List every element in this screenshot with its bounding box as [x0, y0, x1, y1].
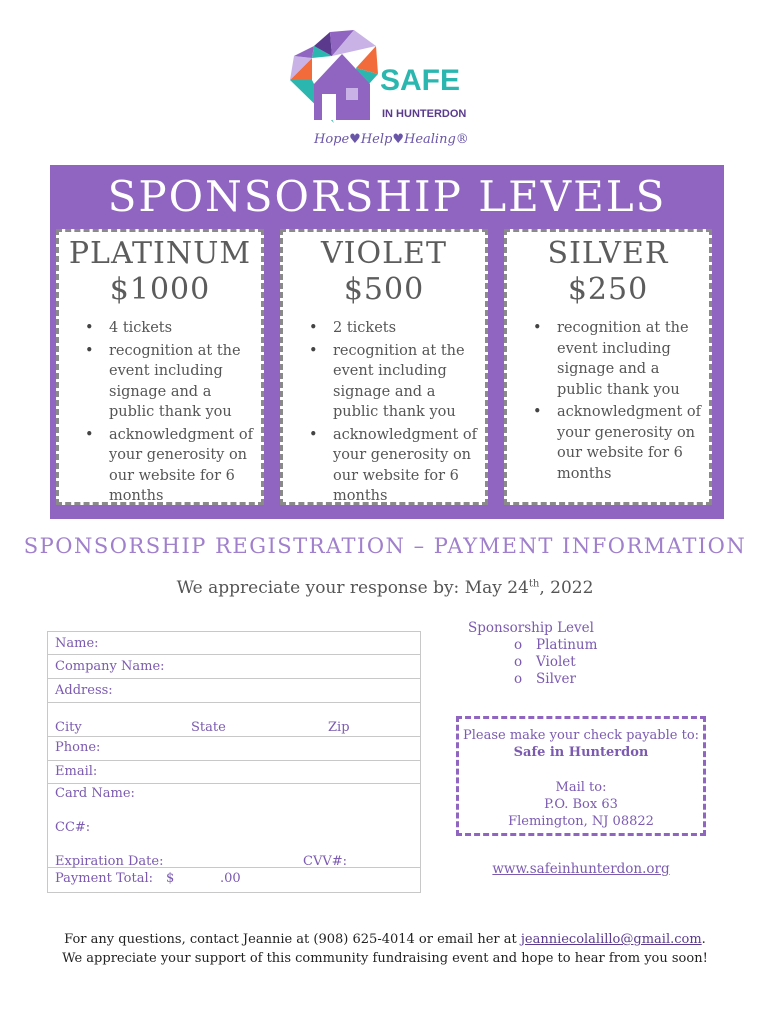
company-name-label: Company Name:: [55, 659, 165, 674]
tier-benefits: [507, 318, 709, 484]
tier-price: $1000: [109, 272, 211, 307]
state-label: State: [191, 720, 226, 735]
sponsorship-level-options: [468, 637, 708, 688]
name-field[interactable]: [48, 632, 420, 655]
footer: [40, 930, 730, 968]
benefit-item: • acknowledgment of your generosity on our website for 6 months: [333, 425, 481, 507]
card-details-block[interactable]: [48, 784, 420, 868]
company-name-field[interactable]: [48, 655, 420, 679]
check-payee: Safe in Hunterdon: [513, 745, 649, 760]
cvv-label: CVV#:: [303, 854, 347, 869]
name-label: Name:: [55, 636, 99, 651]
tier-card-platinum: [56, 229, 264, 505]
safe-in-hunterdon-logo: [284, 28, 484, 156]
tier-card-violet: [280, 229, 488, 505]
deadline-text: We appreciate your response by: May 24: [176, 578, 529, 598]
tier-name: VIOLET: [321, 236, 447, 271]
benefit-item: • 2 tickets: [333, 318, 481, 339]
heart-house-icon: [284, 28, 384, 128]
response-deadline: [0, 578, 770, 598]
card-name-label: Card Name:: [55, 786, 135, 801]
email-field[interactable]: [48, 761, 420, 784]
check-payable-box: [456, 716, 706, 836]
sponsorship-level-label: Sponsorship Level: [468, 620, 594, 636]
payment-total-field[interactable]: [48, 868, 420, 892]
panel-title: SPONSORSHIP LEVELS: [107, 172, 667, 221]
tier-name: PLATINUM: [68, 236, 252, 271]
check-payable-text: Please make your check payable to:: [462, 728, 700, 743]
deadline-year: , 2022: [539, 578, 594, 598]
mail-to-label: Mail to:: [555, 780, 607, 795]
tier-price: $250: [567, 272, 649, 307]
mail-po-box: P.O. Box 63: [544, 797, 618, 812]
zip-label: Zip: [328, 720, 350, 735]
sponsorship-levels-panel: [50, 165, 724, 519]
footer-thanks: We appreciate your support of this community fundraising event and hope to hear from you soon!: [62, 951, 708, 966]
email-label: Email:: [55, 764, 98, 779]
benefit-item: • recognition at the event including signage and a public thank you: [557, 318, 705, 400]
website-link[interactable]: www.safeinhunterdon.org: [492, 861, 670, 877]
registration-title: SPONSORSHIP REGISTRATION – PAYMENT INFORMATION: [23, 534, 747, 558]
footer-period: .: [701, 932, 706, 947]
benefit-item: • acknowledgment of your generosity on our website for 6 months: [557, 402, 705, 484]
level-option-violet[interactable]: o Violet: [536, 654, 708, 671]
city-label: City: [55, 720, 82, 735]
phone-field[interactable]: [48, 737, 420, 761]
address-field[interactable]: [48, 679, 420, 703]
tier-price: $500: [343, 272, 425, 307]
level-option-platinum[interactable]: o Platinum: [536, 637, 708, 654]
registration-form: [47, 631, 421, 893]
website: [456, 861, 706, 877]
tier-card-silver: [504, 229, 712, 505]
mail-city: Flemington, NJ 08822: [508, 814, 654, 829]
tier-benefits: [59, 318, 261, 507]
logo-subtitle: IN HUNTERDON: [382, 108, 467, 120]
benefit-item: • recognition at the event including signage and a public thank you: [109, 341, 257, 423]
benefit-item: • 4 tickets: [109, 318, 257, 339]
contact-email-link[interactable]: jeanniecolalillo@gmail.com: [520, 932, 702, 947]
expiration-label: Expiration Date:: [55, 854, 164, 869]
payment-total-cents: .00: [220, 871, 241, 886]
footer-contact: [40, 930, 730, 949]
logo-tagline: Hope♥Help♥Healing®: [314, 132, 469, 147]
tier-name: SILVER: [547, 236, 669, 271]
benefit-item: • recognition at the event including signage and a public thank you: [333, 341, 481, 423]
tier-benefits: [283, 318, 485, 507]
benefit-item: • acknowledgment of your generosity on our website for 6 months: [109, 425, 257, 507]
deadline-ordinal: th: [528, 578, 540, 590]
sponsorship-level-selector: [468, 620, 708, 688]
level-option-silver[interactable]: o Silver: [536, 671, 708, 688]
cc-label: CC#:: [55, 820, 91, 835]
payment-total-currency: $: [166, 871, 175, 886]
city-state-zip-row[interactable]: [48, 703, 420, 737]
phone-label: Phone:: [55, 740, 101, 755]
logo-word: SAFE: [380, 64, 461, 97]
address-label: Address:: [55, 683, 113, 698]
footer-contact-text: For any questions, contact Jeannie at (908) 625-4014 or email her at: [64, 932, 521, 947]
payment-total-label: Payment Total:: [55, 871, 154, 886]
